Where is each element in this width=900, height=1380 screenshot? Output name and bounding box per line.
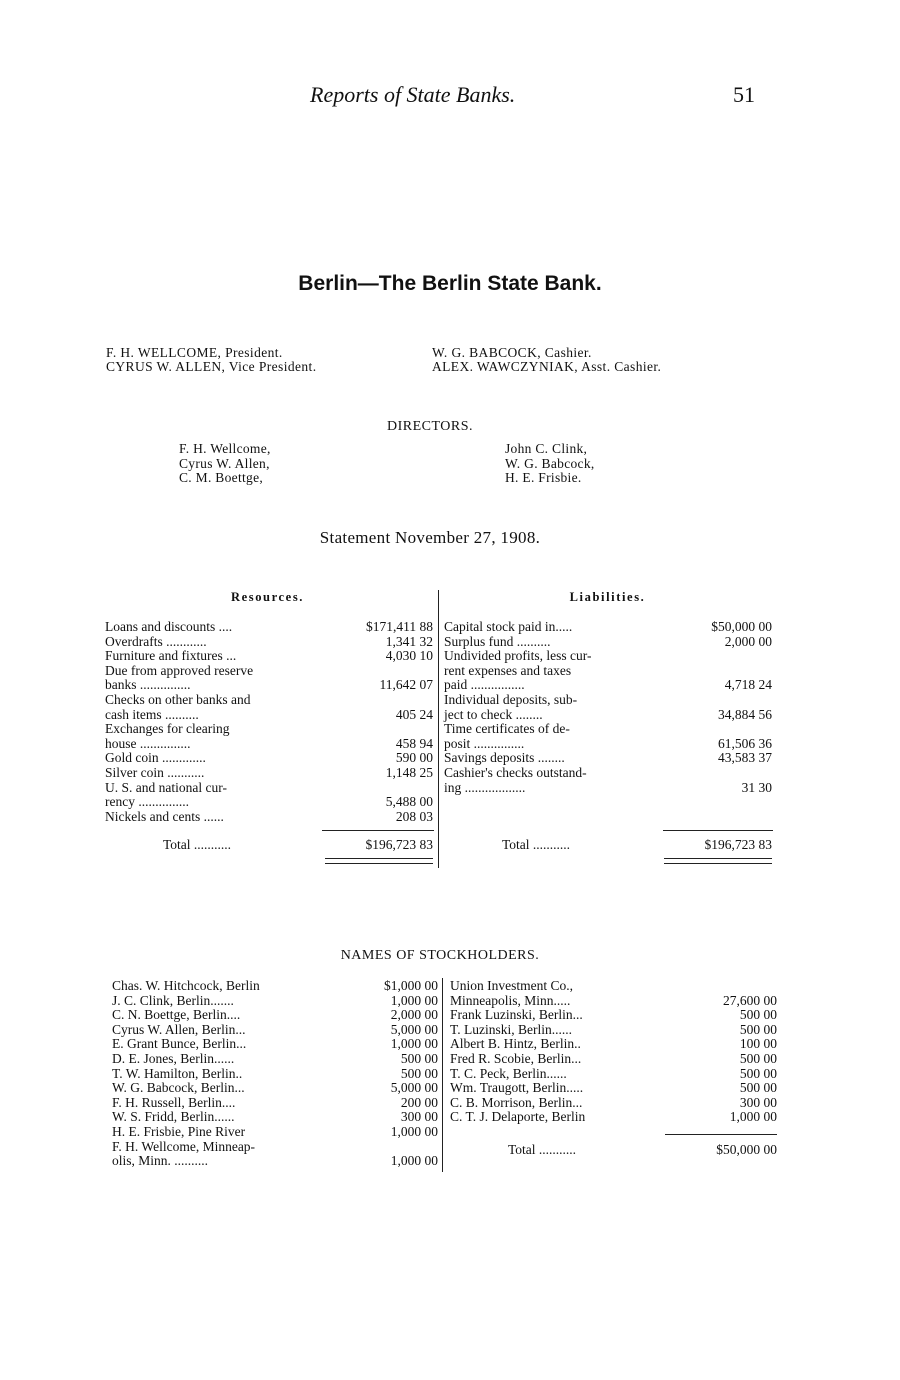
- row-amount: 31 30: [741, 779, 772, 795]
- total-amount: $196,723 83: [704, 837, 772, 852]
- directors-heading: DIRECTORS.: [386, 419, 474, 434]
- row-label: banks ...............: [105, 677, 191, 693]
- stockholder-amount: 2,000 00: [390, 1007, 438, 1023]
- stockholder-row: [450, 1023, 777, 1038]
- stockholder-name: C. N. Boettge, Berlin....: [112, 1007, 241, 1023]
- row-label: Capital stock paid in.....: [444, 619, 573, 634]
- table-row: [105, 620, 433, 635]
- stockholder-row: [112, 1023, 438, 1038]
- page-number: 51: [733, 82, 755, 107]
- row-label: Surplus fund ..........: [444, 633, 551, 649]
- row-label: Furniture and fixtures ...: [105, 648, 237, 664]
- stockholder-amount: 27,600 00: [723, 992, 777, 1008]
- director-name: W. G. Babcock,: [505, 455, 595, 471]
- stockholder-row: [450, 1037, 777, 1052]
- table-row: [105, 781, 433, 796]
- stockholder-name: J. C. Clink, Berlin.......: [112, 992, 234, 1008]
- officers-right: [432, 346, 661, 374]
- stockholder-row: [112, 994, 438, 1009]
- liabilities-heading: Liabilities.: [569, 590, 646, 604]
- resources-total: [105, 838, 433, 853]
- officer-line: W. G. BABCOCK, Cashier.: [432, 345, 592, 360]
- row-amount: 34,884 56: [718, 706, 772, 722]
- resources-table: [105, 620, 433, 824]
- stockholders-heading: NAMES OF STOCKHOLDERS.: [340, 948, 540, 963]
- table-row: [105, 635, 433, 650]
- stockholder-name: T. W. Hamilton, Berlin..: [112, 1065, 243, 1081]
- double-rule: [325, 858, 433, 864]
- stockholders-left: [112, 979, 438, 1169]
- stockholder-amount: 500 00: [739, 1080, 777, 1096]
- stockholder-row: [112, 1037, 438, 1052]
- total-rule: [663, 830, 773, 831]
- stockholder-name: T. C. Peck, Berlin......: [450, 1065, 567, 1081]
- stockholder-name: H. E. Frisbie, Pine River: [112, 1123, 246, 1139]
- stockholder-row: [450, 1110, 777, 1125]
- stockholder-amount: 1,000 00: [390, 1036, 438, 1052]
- director-name: F. H. Wellcome,: [179, 441, 271, 456]
- table-row: [444, 708, 772, 723]
- statement-title: Statement November 27, 1908.: [319, 528, 541, 547]
- row-label: Cashier's checks outstand-: [444, 764, 587, 780]
- row-label: rent expenses and taxes: [444, 662, 572, 678]
- table-row: [444, 781, 772, 796]
- total-row: [105, 838, 433, 853]
- stockholder-name: Frank Luzinski, Berlin...: [450, 1007, 583, 1023]
- row-amount: 43,583 37: [718, 750, 772, 766]
- stockholder-row: [450, 994, 777, 1009]
- stockholders-right: [450, 979, 777, 1125]
- row-label: U. S. and national cur-: [105, 779, 227, 795]
- total-label: Total ...........: [163, 837, 232, 852]
- row-amount: 1,341 32: [385, 633, 433, 649]
- table-row: [444, 737, 772, 752]
- table-row: [444, 693, 772, 708]
- stockholder-name: Union Investment Co.,: [450, 978, 573, 993]
- table-row: [444, 620, 772, 635]
- stockholder-amount: 500 00: [739, 1007, 777, 1023]
- total-amount: $50,000 00: [716, 1142, 777, 1157]
- row-label: Exchanges for clearing: [105, 721, 230, 737]
- director-name: Cyrus W. Allen,: [179, 455, 270, 471]
- row-label: Overdrafts ............: [105, 633, 207, 649]
- stockholder-name: E. Grant Bunce, Berlin...: [112, 1036, 247, 1052]
- table-row: [105, 810, 433, 825]
- row-label: cash items ..........: [105, 706, 199, 722]
- row-label: house ...............: [105, 735, 191, 751]
- stockholder-amount: 200 00: [400, 1094, 438, 1110]
- stockholder-row: [112, 1096, 438, 1111]
- row-amount: 2,000 00: [724, 633, 772, 649]
- stockholder-row: [450, 1096, 777, 1111]
- stockholder-name: C. B. Morrison, Berlin...: [450, 1094, 583, 1110]
- row-amount: 1,148 25: [385, 764, 433, 780]
- stockholder-name: Minneapolis, Minn.....: [450, 992, 571, 1008]
- stockholder-name: F. H. Wellcome, Minneap-: [112, 1138, 256, 1154]
- table-row: [444, 766, 772, 781]
- stockholder-name: T. Luzinski, Berlin......: [450, 1021, 572, 1037]
- stockholder-row: [112, 1140, 438, 1155]
- stockholder-row: [450, 1008, 777, 1023]
- stockholder-row: [450, 1067, 777, 1082]
- bank-title: Berlin—The Berlin State Bank.: [298, 272, 602, 295]
- row-label: posit ...............: [444, 735, 525, 751]
- stockholder-amount: $1,000 00: [384, 978, 438, 993]
- officer-line: CYRUS W. ALLEN, Vice President.: [106, 359, 317, 374]
- total-row: [450, 1143, 777, 1158]
- stockholder-row: [112, 1067, 438, 1082]
- stockholder-row: [450, 1052, 777, 1067]
- row-label: Undivided profits, less cur-: [444, 648, 592, 664]
- row-amount: 458 94: [395, 735, 433, 751]
- table-row: [444, 664, 772, 679]
- stockholder-row: [112, 979, 438, 994]
- stockholder-row: [112, 1008, 438, 1023]
- row-label: Savings deposits ........: [444, 750, 565, 766]
- row-amount: $50,000 00: [711, 619, 772, 634]
- table-row: [444, 722, 772, 737]
- stockholder-amount: 5,000 00: [390, 1021, 438, 1037]
- table-row: [105, 708, 433, 723]
- stockholder-row: [450, 1081, 777, 1096]
- stockholder-row: [112, 1110, 438, 1125]
- stockholder-name: Chas. W. Hitchcock, Berlin: [112, 978, 260, 993]
- stockholder-amount: 1,000 00: [390, 1153, 438, 1169]
- row-amount: 208 03: [395, 808, 433, 824]
- director-name: C. M. Boettge,: [179, 470, 264, 486]
- row-label: Gold coin .............: [105, 750, 206, 766]
- row-amount: 4,030 10: [385, 648, 433, 664]
- row-label: Checks on other banks and: [105, 691, 251, 707]
- stockholder-name: C. T. J. Delaporte, Berlin: [450, 1109, 586, 1125]
- stockholder-amount: 100 00: [739, 1036, 777, 1052]
- table-row: [105, 693, 433, 708]
- officers-left: [106, 346, 316, 374]
- total-rule: [322, 830, 434, 831]
- stockholder-amount: 300 00: [400, 1109, 438, 1125]
- double-rule: [664, 858, 772, 864]
- table-row: [105, 649, 433, 664]
- total-rule: [665, 1134, 777, 1135]
- stockholder-amount: 500 00: [400, 1065, 438, 1081]
- row-label: Nickels and cents ......: [105, 808, 224, 824]
- stockholders-total: [450, 1143, 777, 1158]
- stockholder-row: [450, 979, 777, 994]
- total-amount: $196,723 83: [365, 837, 433, 852]
- row-label: Individual deposits, sub-: [444, 691, 578, 707]
- table-row: [444, 751, 772, 766]
- directors-right: [505, 442, 595, 486]
- stockholder-amount: 5,000 00: [390, 1080, 438, 1096]
- officer-line: ALEX. WAWCZYNIAK, Asst. Cashier.: [432, 359, 662, 374]
- row-label: Silver coin ...........: [105, 764, 205, 780]
- stockholder-amount: 1,000 00: [390, 1123, 438, 1139]
- stockholder-name: Wm. Traugott, Berlin.....: [450, 1080, 584, 1096]
- directors-left: [179, 442, 271, 486]
- row-amount: 11,642 07: [379, 677, 433, 693]
- stockholder-name: Fred R. Scobie, Berlin...: [450, 1050, 582, 1066]
- stockholder-name: F. H. Russell, Berlin....: [112, 1094, 236, 1110]
- stockholder-name: olis, Minn. ..........: [112, 1153, 209, 1169]
- table-row: [105, 795, 433, 810]
- row-label: Due from approved reserve: [105, 662, 254, 678]
- row-amount: 405 24: [395, 706, 433, 722]
- table-row: [105, 766, 433, 781]
- row-amount: 4,718 24: [724, 677, 772, 693]
- table-row: [444, 649, 772, 664]
- table-row: [444, 678, 772, 693]
- director-name: H. E. Frisbie.: [505, 470, 582, 486]
- stockholder-row: [112, 1052, 438, 1067]
- stockholder-amount: 1,000 00: [729, 1109, 777, 1125]
- liabilities-total: [444, 838, 772, 853]
- stockholder-name: Albert B. Hintz, Berlin..: [450, 1036, 581, 1052]
- stockholder-amount: 500 00: [739, 1021, 777, 1037]
- table-row: [105, 678, 433, 693]
- stockholder-amount: 500 00: [739, 1050, 777, 1066]
- stockholder-name: Cyrus W. Allen, Berlin...: [112, 1021, 246, 1037]
- stockholder-name: D. E. Jones, Berlin......: [112, 1050, 235, 1066]
- row-amount: 5,488 00: [385, 794, 433, 810]
- row-label: Loans and discounts ....: [105, 619, 233, 634]
- stockholder-amount: 300 00: [739, 1094, 777, 1110]
- total-row: [444, 838, 772, 853]
- table-row: [105, 751, 433, 766]
- stockholder-amount: 500 00: [400, 1050, 438, 1066]
- row-amount: 61,506 36: [718, 735, 772, 751]
- table-row: [105, 664, 433, 679]
- director-name: John C. Clink,: [505, 441, 588, 456]
- officer-line: F. H. WELLCOME, President.: [106, 345, 283, 360]
- total-label: Total ...........: [508, 1142, 577, 1157]
- table-row: [105, 737, 433, 752]
- row-amount: $171,411 88: [366, 619, 433, 634]
- row-label: Time certificates of de-: [444, 721, 570, 737]
- table-row: [444, 635, 772, 650]
- table-row: [105, 722, 433, 737]
- row-label: paid ................: [444, 677, 525, 693]
- row-amount: 590 00: [395, 750, 433, 766]
- row-label: ing ..................: [444, 779, 526, 795]
- stockholder-row: [112, 1081, 438, 1096]
- stockholder-amount: 500 00: [739, 1065, 777, 1081]
- resources-heading: Resources.: [230, 590, 305, 604]
- column-divider: [438, 590, 439, 868]
- running-title: Reports of State Banks.: [310, 82, 516, 107]
- liabilities-table: [444, 620, 772, 795]
- stockholder-name: W. G. Babcock, Berlin...: [112, 1080, 245, 1096]
- column-divider: [442, 978, 443, 1172]
- stockholder-amount: 1,000 00: [390, 992, 438, 1008]
- total-label: Total ...........: [502, 837, 571, 852]
- stockholder-name: W. S. Fridd, Berlin......: [112, 1109, 235, 1125]
- row-label: rency ...............: [105, 794, 189, 810]
- stockholder-row: [112, 1154, 438, 1169]
- row-label: ject to check ........: [444, 706, 543, 722]
- stockholder-row: [112, 1125, 438, 1140]
